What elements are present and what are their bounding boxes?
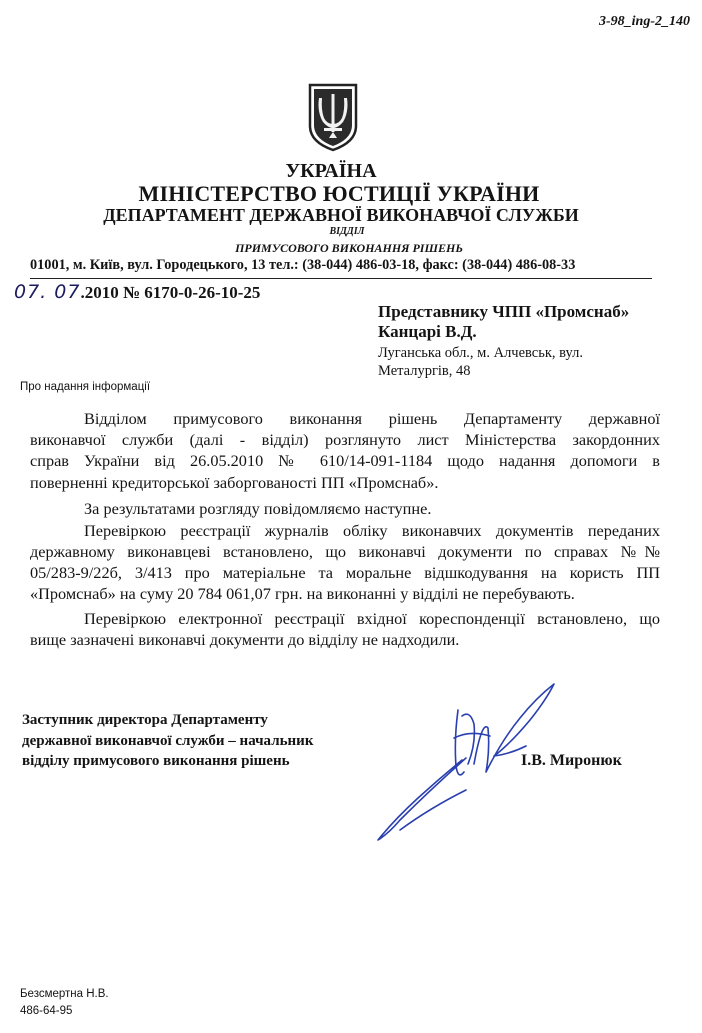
recipient-address-line2: Металургів, 48 [378,363,471,379]
header-division-line1: ВІДДІЛ [329,226,365,237]
body-line: виконавчої служби (далі - відділ) розглянуто лист Міністерства закордонних [30,430,660,449]
header-department: ДЕПАРТАМЕНТ ДЕРЖАВНОЇ ВИКОНАВЧОЇ СЛУЖБИ [103,205,579,225]
recipient-title: Представнику ЧПП «Промснаб» [378,302,630,321]
recipient-address-line1: Луганська обл., м. Алчевськ, вул. [378,345,583,361]
body-line: поверненні кредиторської заборгованості ПП «Промснаб». [30,473,439,492]
reference-number [14,281,260,303]
body-line: справ України від 26.05.2010 № 610/14-091-1184 щодо надання допомоги в [30,451,660,470]
signatory-position-line3: відділу примусового виконання рішень [22,753,290,769]
body-line: вище зазначені виконавчі документи до відділу не надходили. [30,630,460,649]
header-ministry: МІНІСТЕРСТВО ЮСТИЦІЇ УКРАЇНИ [138,181,540,206]
document-id: 3-98_ing-2_140 [599,14,690,29]
header-divider [30,278,652,279]
signatory-position-line1: Заступник директора Департаменту [22,712,268,728]
signatory-position-line2: державної виконавчої служби – начальник [22,733,314,749]
reference-printed: .2010 № 6170-0-26-10-25 [80,283,261,302]
handwritten-signature [370,680,570,845]
header-country: УКРАЇНА [285,160,377,182]
body-line: Перевіркою електронної реєстрації вхідної кореспонденції встановлено, що [84,609,660,628]
trident-emblem-icon [306,82,360,152]
body-line: державному виконавцеві встановлено, що виконавчі документи по справах №№ [30,542,660,561]
signatory-name: І.В. Миронюк [521,752,622,769]
body-line: Перевіркою реєстрації журналів обліку виконавчих документів переданих [84,521,660,540]
body-line: «Промснаб» на суму 20 784 061,07 грн. на виконанні у відділі не перебувають. [30,584,575,603]
footer-executor: Безсмертна Н.В. [20,988,109,1000]
header-address: 01001, м. Київ, вул. Городецького, 13 тел.: (38-044) 486-03-18, факс: (38-044) 486-08-33 [30,257,576,273]
body-line: За результатами розгляду повідомляємо наступне. [84,499,432,518]
body-line: Відділом примусового виконання рішень Департаменту державної [84,409,660,428]
handwritten-date: 07. 07 [14,281,81,303]
subject-line: Про надання інформації [20,381,151,393]
footer-phone: 486-64-95 [20,1005,73,1017]
recipient-name: Канцарі В.Д. [378,322,477,341]
body-line: 05/283-9/22б, 3/413 про матеріальне та моральне відшкодування на користь ПП [30,563,660,582]
header-division-line2: ПРИМУСОВОГО ВИКОНАННЯ РІШЕНЬ [235,241,463,255]
